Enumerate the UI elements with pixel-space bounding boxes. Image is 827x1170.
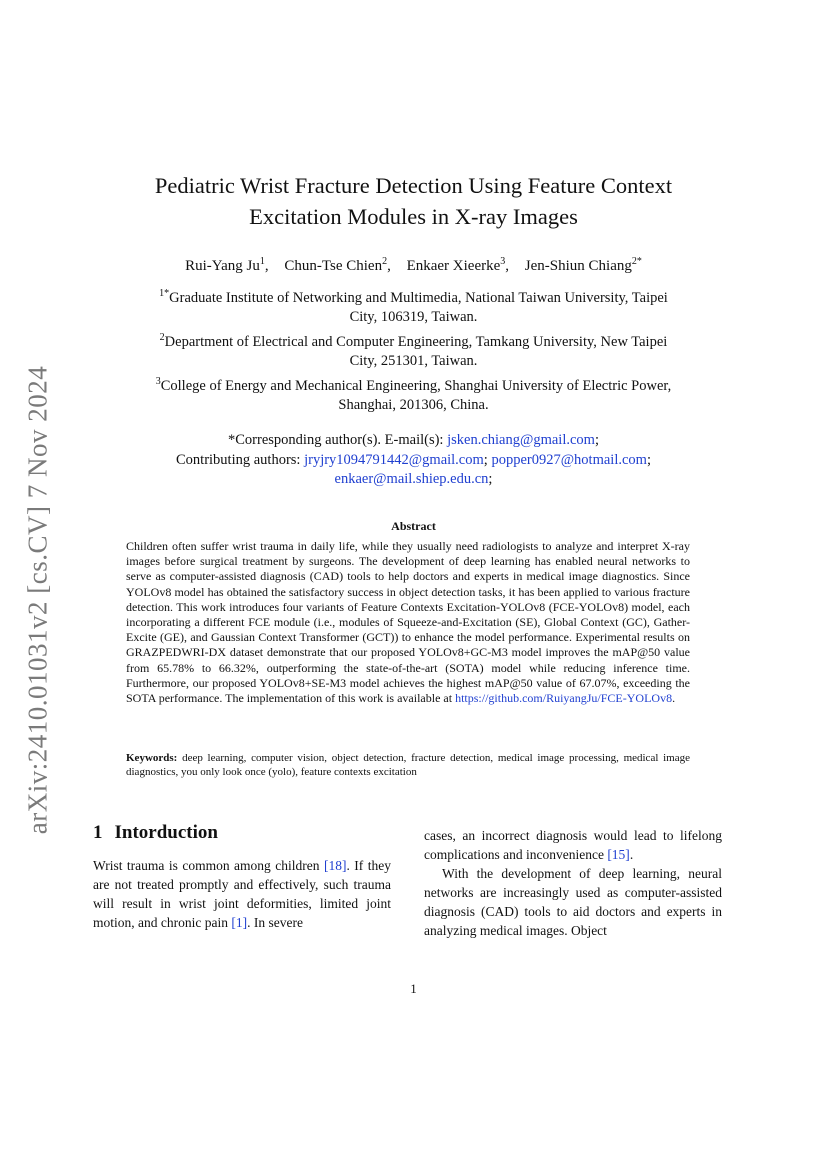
arxiv-identifier: arXiv:2410.01031v2 [cs.CV] 7 Nov 2024 (22, 365, 53, 835)
author-email-link[interactable]: jryjry1094791442@gmail.com (304, 451, 484, 468)
contact-info: *Corresponding author(s). E-mail(s): jsken.chiang@gmail.com; Contributing authors: jryjry1094791442@gmail.com; popper0927@hotmail.com; enkaer@mail.shiep.edu.cn; (176, 432, 651, 487)
citation-link[interactable]: [15] (607, 847, 630, 862)
affiliations (112, 284, 715, 415)
paragraph: With the development of deep learning, neural networks are increasingly used as computer-assisted diagnosis (CAD) tools to aid doctors and experts in analyzing medical images. Object (424, 866, 722, 938)
author: Chun-Tse Chien$^2$, (284, 256, 391, 274)
affiliation: $^2$Department of Electrical and Computer Engineering, Tamkang University, New Taipei City, 251301, Taiwan. (159, 331, 668, 370)
paper-title (110, 170, 717, 232)
section-heading: 1 Intorduction (93, 822, 218, 843)
abstract-text: Children often suffer wrist trauma in daily life, while they usually need radiologists to analyze and interpret X-ray images before surgical treatment by surgeons. The development of deep learning has enabled neural networks to serve as computer-assisted diagnosis (CAD) tools to help doctors and experts in medical image diagnostics. Since YOLOv8 model has obtained the satisfactory success in object detection tasks, it has been applied to various fracture detection. This work introduces four variants of Feature Contexts Excitation-YOLOv8 (FCE-YOLOv8) model, each incorporating a different FCE module (i.e., modules of Squeeze-and-Excitation (SE), Global Context (GC), Gather-Excite (GE), and Gaussian Context Transformer (GCT)) to enhance the model performance. Experimental results on GRAZPEDWRI-DX dataset demonstrate that our proposed YOLOv8+GC-M3 model improves the mAP@50 value from 65.78% to 66.32%, outperforming the state-of-the-art (SOTA) model while reducing inference time. Furthermore, our proposed YOLOv8+SE-M3 model achieves the highest mAP@50 value of 67.07%, exceeding the SOTA performance. The implementation of this work is available at https://github.com/RuiyangJu/FCE-YOLOv8. (126, 539, 690, 706)
author: Jen-Shiun Chiang$^{2*}$ (524, 256, 642, 274)
body-column-left: Wrist trauma is common among children [18]. If they are not treated promptly and effectively, such trauma will result in wrist joint deformities, limited joint motion, and chronic pain [1]. In severe (93, 858, 392, 930)
citation-link[interactable]: [18] (323, 858, 347, 873)
arxiv-sidebar (18, 360, 58, 840)
title-line-2: Excitation Modules in X-ray Images (249, 204, 578, 229)
code-repository-link[interactable]: https://github.com/RuiyangJu/FCE-YOLOv8 (455, 691, 673, 706)
affiliation: $^{1*}$Graduate Institute of Networking and Multimedia, National Taiwan University, Taipei City, 106319, Taiwan. (159, 288, 668, 326)
keywords-label: Keywords: (126, 752, 178, 764)
page-number: 1 (410, 981, 417, 996)
abstract-heading: Abstract (391, 519, 436, 533)
author-email-link[interactable]: enkaer@mail.shiep.edu.cn (334, 471, 489, 487)
keywords-text: deep learning, computer vision, object detection, fracture detection, medical image processing, medical image diagnostics, you only look once (yolo), feature contexts excitation (126, 752, 690, 778)
author-list (100, 256, 727, 275)
corresponding-email-link[interactable]: jsken.chiang@gmail.com (447, 432, 595, 448)
citation-link[interactable]: [1] (231, 915, 248, 930)
author: Rui-Yang Ju$^1$, (185, 256, 269, 274)
affiliation: $^3$College of Energy and Mechanical Engineering, Shanghai University of Electric Power, Shanghai, 201306, China. (155, 375, 672, 413)
keywords (126, 751, 690, 779)
author: Enkaer Xieerke$^3$, (406, 256, 510, 274)
title-line-1: Pediatric Wrist Fracture Detection Using Feature Context (154, 173, 673, 198)
body-column-right: cases, an incorrect diagnosis would lead to lifelong complications and inconvenience [15]. With the development of deep learning, neural networks are increasingly used as computer-assisted diagnosis (CAD) tools to aid doctors and experts in analyzing medical images. Object (424, 828, 722, 938)
author-email-link[interactable]: popper0927@hotmail.com (491, 451, 647, 468)
